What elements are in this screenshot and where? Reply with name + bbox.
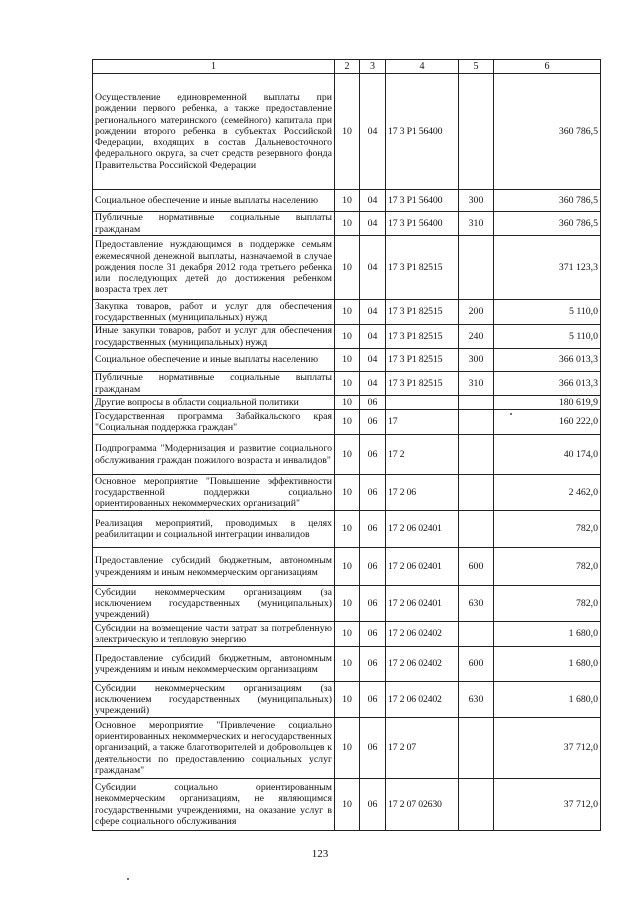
cell-name: Подпрограмма "Модернизация и развитие социального обслуживания граждан пожилого возраста и инвалидов" xyxy=(93,435,335,475)
cell-section: 10 xyxy=(335,236,360,300)
cell-section: 10 xyxy=(335,475,360,511)
table-row xyxy=(93,396,601,410)
cell-subsection: 06 xyxy=(360,718,386,779)
budget-table xyxy=(92,59,601,831)
header-col-4: 4 xyxy=(386,60,459,74)
cell-target-code: 17 2 07 02630 xyxy=(386,779,459,831)
header-col-1: 1 xyxy=(93,60,335,74)
cell-section: 10 xyxy=(335,511,360,548)
header-col-2: 2 xyxy=(335,60,360,74)
table-row xyxy=(93,349,601,372)
cell-expense-type: 310 xyxy=(459,212,494,236)
cell-target-code xyxy=(386,396,459,410)
header-col-3: 3 xyxy=(360,60,386,74)
table-row xyxy=(93,212,601,236)
cell-amount: 5 110,0 xyxy=(494,325,601,349)
cell-name: Предоставление субсидий бюджетным, автономным учреждениям и иным некоммерческим организациям xyxy=(93,548,335,586)
cell-target-code: 17 2 06 02401 xyxy=(386,548,459,586)
cell-target-code: 17 xyxy=(386,410,459,435)
cell-expense-type: 240 xyxy=(459,325,494,349)
cell-target-code: 17 3 P1 82515 xyxy=(386,300,459,325)
cell-expense-type xyxy=(459,622,494,647)
scan-speck xyxy=(510,413,512,415)
cell-subsection: 04 xyxy=(360,349,386,372)
cell-amount: 366 013,3 xyxy=(494,349,601,372)
cell-amount: 1 680,0 xyxy=(494,622,601,647)
cell-expense-type: 300 xyxy=(459,349,494,372)
cell-expense-type xyxy=(459,718,494,779)
cell-expense-type xyxy=(459,511,494,548)
cell-subsection: 04 xyxy=(360,74,386,190)
cell-subsection: 06 xyxy=(360,779,386,831)
cell-section: 10 xyxy=(335,435,360,475)
cell-subsection: 06 xyxy=(360,511,386,548)
cell-subsection: 06 xyxy=(360,586,386,622)
table-row xyxy=(93,622,601,647)
cell-name: Иные закупки товаров, работ и услуг для обеспечения государственных (муниципальных) нужд xyxy=(93,325,335,349)
cell-expense-type: 630 xyxy=(459,682,494,718)
table-row xyxy=(93,475,601,511)
cell-name: Осуществление единовременной выплаты при рождении первого ребенка, а также предоставление регионального материнского (семейного) капитала при рождении второго ребенка в субъектах Российской Федерации, входящих в состав Дальневосточного федерального округа, за счет средств резервного фонда Правительства Российской Федерации xyxy=(93,74,335,190)
cell-section: 10 xyxy=(335,396,360,410)
cell-subsection: 04 xyxy=(360,236,386,300)
cell-section: 10 xyxy=(335,74,360,190)
cell-amount: 366 013,3 xyxy=(494,372,601,396)
cell-subsection: 06 xyxy=(360,435,386,475)
cell-section: 10 xyxy=(335,212,360,236)
cell-expense-type xyxy=(459,396,494,410)
cell-expense-type: 300 xyxy=(459,190,494,212)
cell-expense-type xyxy=(459,74,494,190)
cell-amount: 782,0 xyxy=(494,548,601,586)
cell-amount: 180 619,9 xyxy=(494,396,601,410)
cell-section: 10 xyxy=(335,647,360,682)
cell-target-code: 17 2 07 xyxy=(386,718,459,779)
cell-target-code: 17 3 P1 56400 xyxy=(386,190,459,212)
cell-target-code: 17 2 06 xyxy=(386,475,459,511)
cell-amount: 2 462,0 xyxy=(494,475,601,511)
cell-expense-type xyxy=(459,435,494,475)
cell-target-code: 17 2 06 02402 xyxy=(386,682,459,718)
cell-section: 10 xyxy=(335,349,360,372)
table-row xyxy=(93,682,601,718)
cell-target-code: 17 2 06 02401 xyxy=(386,586,459,622)
cell-target-code: 17 3 P1 82515 xyxy=(386,236,459,300)
cell-amount: 360 786,5 xyxy=(494,190,601,212)
table-row xyxy=(93,300,601,325)
cell-target-code: 17 3 P1 56400 xyxy=(386,74,459,190)
cell-name: Основное мероприятие "Привлечение социально ориентированных некоммерческих и негосударственных организаций, а также благотворителей и добровольцев к деятельности по предоставлению социальных услуг гражданам" xyxy=(93,718,335,779)
cell-section: 10 xyxy=(335,718,360,779)
scan-speck xyxy=(127,878,129,880)
cell-section: 10 xyxy=(335,410,360,435)
cell-amount: 782,0 xyxy=(494,586,601,622)
cell-amount: 40 174,0 xyxy=(494,435,601,475)
cell-target-code: 17 3 P1 56400 xyxy=(386,212,459,236)
table-row xyxy=(93,647,601,682)
cell-amount: 360 786,5 xyxy=(494,74,601,190)
page-number: 123 xyxy=(311,848,329,860)
cell-expense-type: 630 xyxy=(459,586,494,622)
cell-subsection: 06 xyxy=(360,475,386,511)
cell-amount: 1 680,0 xyxy=(494,682,601,718)
table-body xyxy=(93,74,601,831)
cell-name: Субсидии некоммерческим организациям (за исключением государственных (муниципальных) учреждений) xyxy=(93,682,335,718)
cell-name: Субсидии на возмещение части затрат за потребленную электрическую и тепловую энергию xyxy=(93,622,335,647)
cell-name: Субсидии социально ориентированным некоммерческим организациям, не являющимся государственными учреждениями, на оказание услуг в сфере социального обслуживания xyxy=(93,779,335,831)
cell-target-code: 17 3 P1 82515 xyxy=(386,325,459,349)
table-row xyxy=(93,511,601,548)
cell-amount: 1 680,0 xyxy=(494,647,601,682)
table-row xyxy=(93,410,601,435)
table-row xyxy=(93,779,601,831)
cell-name: Публичные нормативные социальные выплаты гражданам xyxy=(93,212,335,236)
cell-amount: 160 222,0 xyxy=(494,410,601,435)
cell-subsection: 04 xyxy=(360,325,386,349)
cell-section: 10 xyxy=(335,622,360,647)
cell-subsection: 06 xyxy=(360,396,386,410)
cell-name: Социальное обеспечение и иные выплаты населению xyxy=(93,349,335,372)
cell-subsection: 04 xyxy=(360,212,386,236)
cell-section: 10 xyxy=(335,586,360,622)
cell-section: 10 xyxy=(335,372,360,396)
cell-subsection: 06 xyxy=(360,647,386,682)
table-row xyxy=(93,718,601,779)
cell-expense-type xyxy=(459,475,494,511)
header-col-5: 5 xyxy=(459,60,494,74)
cell-subsection: 06 xyxy=(360,682,386,718)
cell-subsection: 06 xyxy=(360,410,386,435)
table-row xyxy=(93,74,601,190)
cell-name: Публичные нормативные социальные выплаты гражданам xyxy=(93,372,335,396)
cell-name: Государственная программа Забайкальского края "Социальная поддержка граждан" xyxy=(93,410,335,435)
table-row xyxy=(93,586,601,622)
table-row xyxy=(93,372,601,396)
cell-amount: 371 123,3 xyxy=(494,236,601,300)
cell-expense-type: 200 xyxy=(459,300,494,325)
cell-name: Субсидии некоммерческим организациям (за исключением государственных (муниципальных) учреждений) xyxy=(93,586,335,622)
cell-section: 10 xyxy=(335,548,360,586)
cell-target-code: 17 2 xyxy=(386,435,459,475)
header-col-6: 6 xyxy=(494,60,601,74)
cell-name: Другие вопросы в области социальной политики xyxy=(93,396,335,410)
cell-section: 10 xyxy=(335,190,360,212)
table-row xyxy=(93,190,601,212)
table-row xyxy=(93,236,601,300)
cell-name: Основное мероприятие "Повышение эффективности государственной поддержки социально ориентированных некоммерческих организаций" xyxy=(93,475,335,511)
cell-expense-type: 600 xyxy=(459,548,494,586)
cell-amount: 360 786,5 xyxy=(494,212,601,236)
cell-target-code: 17 3 P1 82515 xyxy=(386,372,459,396)
cell-name: Реализация мероприятий, проводимых в целях реабилитации и социальной интеграции инвалидов xyxy=(93,511,335,548)
cell-expense-type xyxy=(459,410,494,435)
cell-name: Предоставление субсидий бюджетным, автономным учреждениям и иным некоммерческим организациям xyxy=(93,647,335,682)
cell-section: 10 xyxy=(335,300,360,325)
cell-expense-type: 600 xyxy=(459,647,494,682)
cell-subsection: 04 xyxy=(360,190,386,212)
cell-section: 10 xyxy=(335,682,360,718)
table-header-row xyxy=(93,60,601,74)
cell-name: Предоставление нуждающимся в поддержке семьям ежемесячной денежной выплаты, назначаемой в случае рождения после 31 декабря 2012 года третьего ребенка или последующих детей до достижения ребенком возраста трех лет xyxy=(93,236,335,300)
cell-amount: 37 712,0 xyxy=(494,779,601,831)
cell-amount: 37 712,0 xyxy=(494,718,601,779)
cell-subsection: 04 xyxy=(360,300,386,325)
cell-expense-type: 310 xyxy=(459,372,494,396)
cell-name: Социальное обеспечение и иные выплаты населению xyxy=(93,190,335,212)
table-row xyxy=(93,325,601,349)
cell-amount: 5 110,0 xyxy=(494,300,601,325)
table-row xyxy=(93,548,601,586)
cell-amount: 782,0 xyxy=(494,511,601,548)
cell-subsection: 06 xyxy=(360,622,386,647)
cell-section: 10 xyxy=(335,779,360,831)
cell-expense-type xyxy=(459,236,494,300)
cell-target-code: 17 3 P1 82515 xyxy=(386,349,459,372)
cell-subsection: 06 xyxy=(360,548,386,586)
cell-name: Закупка товаров, работ и услуг для обеспечения государственных (муниципальных) нужд xyxy=(93,300,335,325)
table-row xyxy=(93,435,601,475)
cell-target-code: 17 2 06 02401 xyxy=(386,511,459,548)
cell-section: 10 xyxy=(335,325,360,349)
cell-subsection: 04 xyxy=(360,372,386,396)
cell-expense-type xyxy=(459,779,494,831)
cell-target-code: 17 2 06 02402 xyxy=(386,647,459,682)
cell-target-code: 17 2 06 02402 xyxy=(386,622,459,647)
